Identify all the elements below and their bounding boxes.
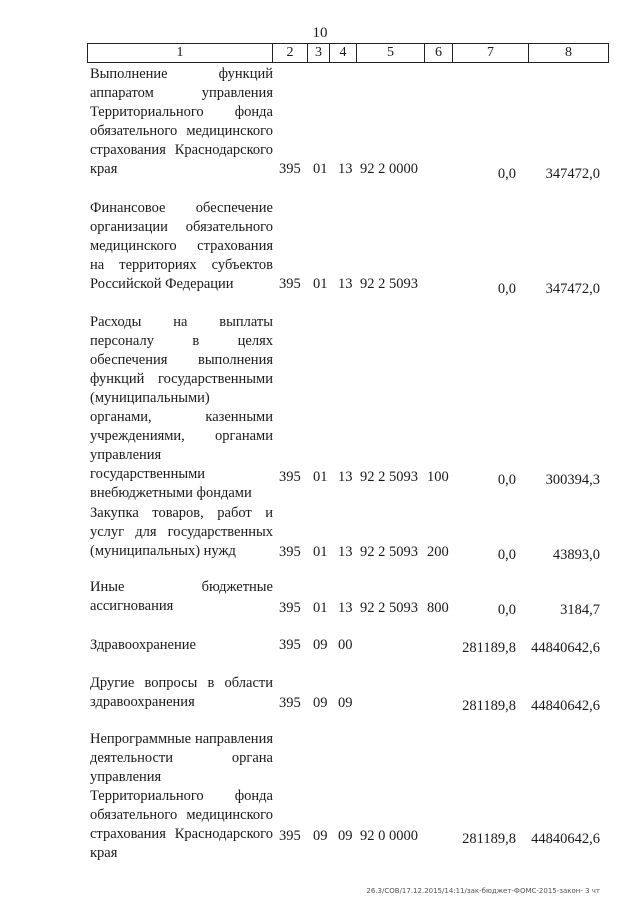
row-amount-7: 0,0: [497, 472, 516, 488]
table-header: [87, 43, 609, 63]
row-target-article: 92 2 5093: [360, 276, 418, 292]
header-col-6: 6: [425, 44, 453, 62]
row-expense-type: 800: [427, 600, 449, 616]
row-description: Закупка товаров, работ и услуг для государственных (муниципальных) нужд: [90, 505, 273, 559]
row-admin-code: 395: [279, 695, 301, 711]
row-description: Другие вопросы в области здравоохранения: [90, 675, 273, 710]
header-col-8: 8: [565, 45, 572, 60]
row-section: 01: [313, 544, 328, 560]
row-admin-code: 395: [279, 637, 301, 653]
row-admin-code: 395: [279, 276, 301, 292]
row-amount-8: 3184,7: [560, 602, 600, 618]
row-section: 01: [313, 469, 328, 485]
row-amount-7: 0,0: [497, 602, 516, 618]
row-description: Выполнение функций аппаратом управления Территориального фонда обязательного медицинского страхования Краснодарского края: [90, 66, 273, 177]
header-col-7: 7: [453, 44, 529, 62]
row-subsection: 13: [338, 600, 353, 616]
row-amount-7: 0,0: [497, 547, 516, 563]
row-subsection: 13: [338, 544, 353, 560]
row-subsection: 09: [338, 828, 353, 844]
page-number: 10: [312, 25, 328, 41]
row-target-article: 92 0 0000: [360, 828, 418, 844]
header-col-3: 3: [308, 44, 330, 62]
row-section: 09: [313, 637, 328, 653]
row-admin-code: 395: [279, 600, 301, 616]
row-subsection: 09: [338, 695, 353, 711]
row-amount-7: 0,0: [497, 281, 516, 297]
row-target-article: 92 2 5093: [360, 600, 418, 616]
row-amount-7: 281189,8: [462, 831, 516, 847]
row-amount-8: 44840642,6: [531, 831, 600, 847]
row-target-article: 92 2 0000: [360, 161, 418, 177]
row-description: Непрограммные направления деятельности органа управления Территориального фонда обязательного медицинского страхования Краснодарского края: [90, 731, 273, 861]
row-amount-7: 281189,8: [462, 698, 516, 714]
row-description: Иные бюджетные ассигнования: [90, 579, 273, 614]
row-section: 01: [313, 161, 328, 177]
row-section: 09: [313, 828, 328, 844]
row-expense-type: 100: [427, 469, 449, 485]
header-col-4: 4: [330, 44, 357, 62]
header-col-2: 2: [273, 44, 308, 62]
row-section: 01: [313, 276, 328, 292]
row-amount-8: 347472,0: [545, 166, 600, 182]
row-amount-8: 347472,0: [545, 281, 600, 297]
row-expense-type: 200: [427, 544, 449, 560]
row-amount-7: 0,0: [497, 166, 516, 182]
row-description: Финансовое обеспечение организации обязательного медицинского страхования на территориях субъектов Российской Федерации: [90, 200, 273, 292]
row-amount-8: 43893,0: [552, 547, 600, 563]
row-amount-8: 44840642,6: [531, 698, 600, 714]
row-admin-code: 395: [279, 469, 301, 485]
row-subsection: 13: [338, 161, 353, 177]
document-footer: 26.3/СОВ/17.12.2015/14:11/зак-бюджет-ФОМС-2015-закон- 3 чт: [366, 887, 600, 895]
row-target-article: 92 2 5093: [360, 469, 418, 485]
row-section: 09: [313, 695, 328, 711]
row-description: Здравоохранение: [90, 637, 196, 653]
row-subsection: 13: [338, 276, 353, 292]
header-col-5: 5: [357, 44, 425, 62]
row-amount-8: 300394,3: [545, 472, 600, 488]
row-admin-code: 395: [279, 828, 301, 844]
row-amount-8: 44840642,6: [531, 640, 600, 656]
row-subsection: 00: [338, 637, 353, 653]
header-col-1: 1: [88, 44, 273, 62]
row-admin-code: 395: [279, 544, 301, 560]
row-target-article: 92 2 5093: [360, 544, 418, 560]
row-section: 01: [313, 600, 328, 616]
row-amount-7: 281189,8: [462, 640, 516, 656]
row-description: Расходы на выплаты персоналу в целях обеспечения выполнения функций государственными (муниципальными) органами, казенными учреждениями, органами управления государственными внебюджетными фондами: [90, 314, 273, 501]
row-subsection: 13: [338, 469, 353, 485]
row-admin-code: 395: [279, 161, 301, 177]
